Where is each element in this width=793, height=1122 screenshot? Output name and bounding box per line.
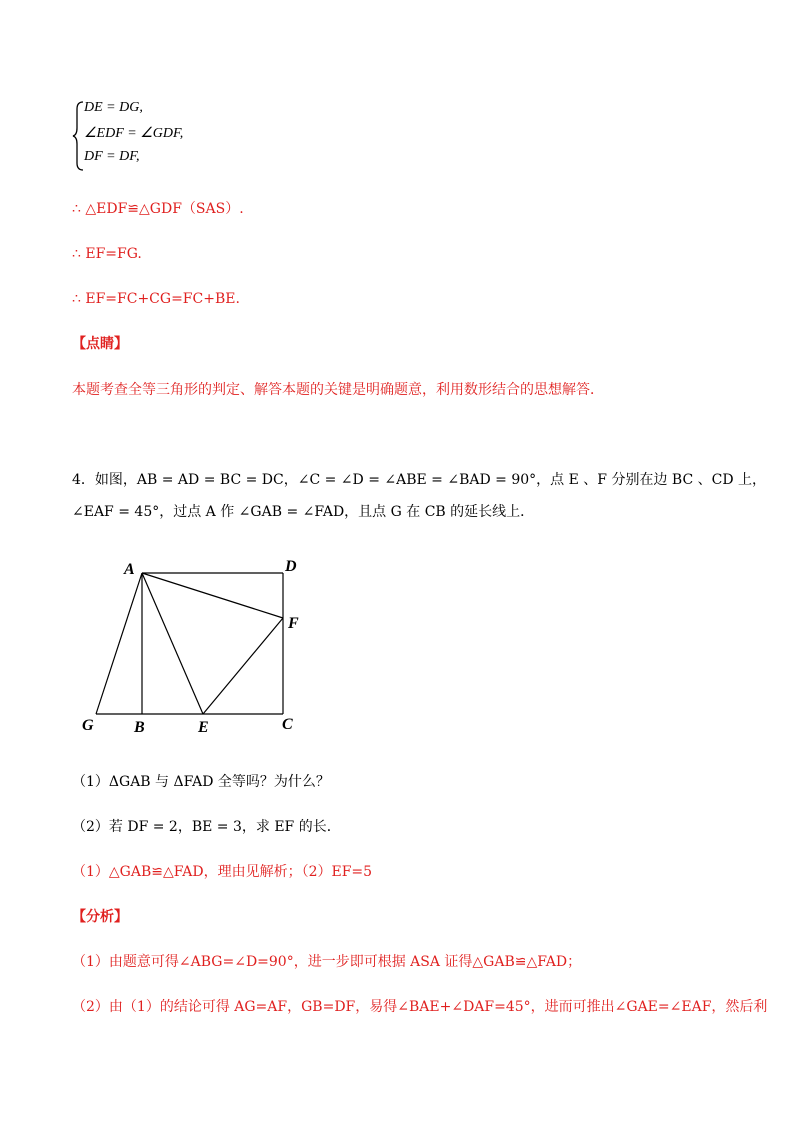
conclusion-ef-fg: ∴ EF=FG. — [72, 246, 142, 262]
label-g: G — [82, 717, 94, 734]
system-row-2: ∠EDF = ∠GDF, — [84, 126, 184, 141]
analysis-heading: 【分析】 — [72, 909, 128, 925]
comment-text: 本题考查全等三角形的判定、解答本题的关键是明确题意，利用数形结合的思想解答． — [72, 382, 604, 398]
analysis-line-2: （2）由（1）的结论可得 AG=AF，GB=DF，易得∠BAE+∠DAF=45°，进而可推出∠GAE=∠EAF，然后利 — [72, 999, 768, 1015]
edge-af — [142, 573, 283, 618]
label-a: A — [124, 561, 135, 578]
system-row-3: DF = DF, — [84, 149, 140, 164]
system-row-1: DE = DG, — [84, 100, 143, 115]
label-e: E — [198, 719, 209, 736]
equation-system — [72, 100, 232, 172]
problem-line-1: 4．如图，AB = AD = BC = DC，∠C = ∠D = ∠ABE = ∠BAD = 90°，点 E 、F 分别在边 BC 、CD 上， — [72, 472, 766, 488]
label-b: B — [134, 719, 145, 736]
problem-line-2: ∠EAF = 45°，过点 A 作 ∠GAB = ∠FAD，且点 G 在 CB 的延长线上． — [72, 504, 535, 520]
conclusion-congruence: ∴ △EDF≌△GDF（SAS）. — [72, 201, 244, 217]
label-c: C — [282, 716, 293, 733]
square-diagram — [72, 552, 322, 742]
label-d: D — [285, 558, 297, 575]
geometry-figure — [72, 552, 322, 746]
conclusion-ef-sum: ∴ EF=FC+CG=FC+BE. — [72, 291, 240, 307]
edge-ag — [96, 573, 142, 714]
edge-ae — [142, 573, 203, 714]
comment-heading: 【点睛】 — [72, 336, 128, 352]
label-f: F — [288, 615, 299, 632]
question-2: （2）若 DF = 2，BE = 3，求 EF 的长． — [72, 819, 341, 835]
analysis-line-1: （1）由题意可得∠ABG=∠D=90°，进一步即可根据 ASA 证得△GAB≌△FAD； — [72, 954, 582, 970]
question-1: （1）ΔGAB 与 ΔFAD 全等吗？为什么？ — [72, 774, 330, 790]
edge-ef — [203, 618, 283, 714]
answer-line: （1）△GAB≌△FAD，理由见解析；（2）EF=5 — [72, 864, 373, 880]
